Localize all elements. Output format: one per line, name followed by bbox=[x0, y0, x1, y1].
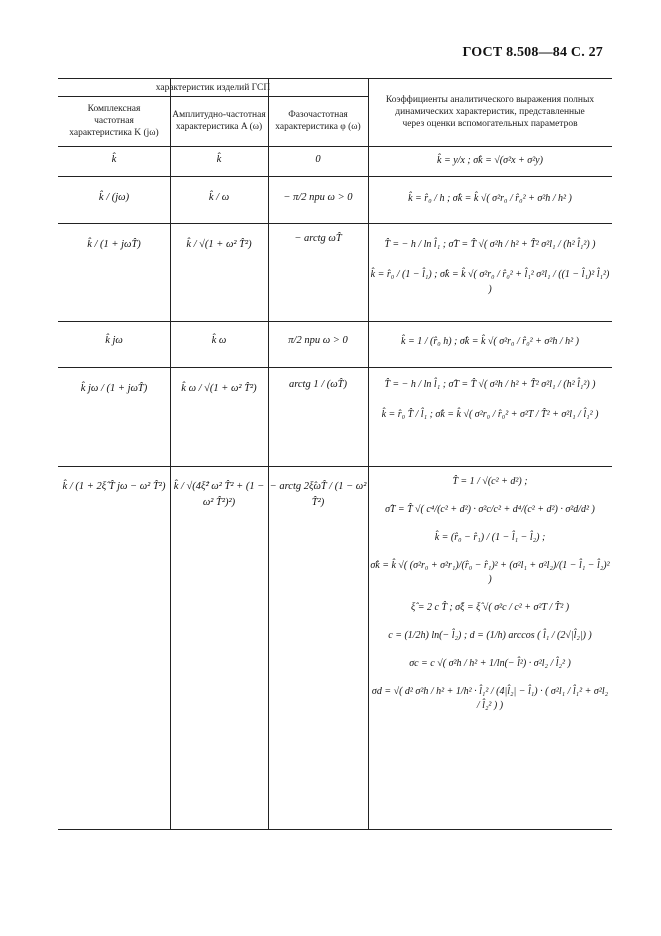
row2-complex: k̂ / (jω) bbox=[98, 192, 130, 203]
row3-phase: − arctg ωT̂ bbox=[294, 233, 342, 244]
row6-phase: − arctg 2ξ̂ωT̂ / (1 − ω² T̂²) bbox=[269, 481, 367, 508]
row-divider bbox=[58, 321, 612, 322]
col-header-amplitude: Амплитудно-частотная характеристика A (ω) bbox=[172, 110, 266, 132]
row1-complex: k̂ bbox=[111, 154, 117, 165]
group-header: характеристик изделий ГСП bbox=[155, 83, 271, 93]
characteristics-table bbox=[58, 78, 612, 830]
row6-amplitude: k̂ / √(4ξ̂² ω² T̂² + (1 − ω² T̂²)²) bbox=[173, 481, 265, 508]
row3-complex: k̂ / (1 + jωT̂) bbox=[87, 239, 141, 250]
col-divider-3 bbox=[368, 79, 369, 829]
header-bottom-rule bbox=[58, 146, 612, 147]
row2-phase: − π/2 при ω > 0 bbox=[283, 192, 353, 203]
row4-phase: π/2 при ω > 0 bbox=[288, 335, 348, 346]
row1-coefficients: k̂ = y/x ; σ̂k = √(σ²x + σ²y) bbox=[437, 155, 543, 166]
row4-coefficients: k̂ = 1 / (r̂₀ h) ; σ̂k = k̂ √( σ²r₀ / r̂₀² + σ²h / h² ) bbox=[401, 336, 579, 347]
row5-phase: arctg 1 / (ωT̂) bbox=[288, 379, 348, 390]
row1-phase: 0 bbox=[315, 154, 321, 165]
row-divider bbox=[58, 176, 612, 177]
row5-coefficients: T̂ = − h / ln l̂₁ ; σ̂T = T̂ √( σ²h / h² + T̂² σ²l₁ / (h² l̂₁²) ) k̂ = r̂₀ T̂ / l̂₁ ; σ̂k = k̂ √( σ²r₀ / r̂₀² + σ²T / T̂² + σ²l₁ / l̂₁² ) bbox=[381, 379, 599, 420]
col-header-complex: Комплексная частотная характеристика K (jω) bbox=[69, 104, 159, 138]
row4-complex: k̂ jω bbox=[105, 335, 123, 346]
col-header-coefficients: Коэффициенты аналитического выражения полных динамических характеристик, представленные через оценки вспомогательных параметров bbox=[385, 95, 595, 129]
page-header: ГОСТ 8.508—84 С. 27 bbox=[462, 45, 603, 60]
row-divider bbox=[58, 466, 612, 467]
row6-complex: k̂ / (1 + 2ξ̂ T̂ jω − ω² T̂²) bbox=[62, 481, 166, 492]
row6-coefficients: T̂ = 1 / √(c² + d²) ; σ̂T = T̂ √( c⁴/(c² + d²) · σ²c/c² + d⁴/(c² + d²) · σ²d/d² ) k̂ = (r̂₀ − r̂₁) / (1 − l̂₁ − l̂₂) ; σ̂k = k̂ √( (σ²r₀ + σ²r₁)/(r̂₀ − r̂₁)² + (σ²l₁ + σ²l₂)/(1 − l̂₁ − l̂₂)² ) ξ̂ = 2 c T̂ ; σ̂ξ = ξ̂ √( σ²c / c² + σ²T / T̂² ) c = (1/2h) ln(− l̂₂) ; d = (1/h) arccos ( l̂₁ / (2√|l̂₂|) ) σc = c √( σ²h / h² + 1/ln(− l̂²) · σ²l₂ / l̂₂² ) σd = √( d² σ²h / h² + 1/h² · l̂₁² / (4|l̂₂| − l̂₁) · ( σ²l₁ / l̂₁² + σ²l₂ / l̂₂² ) ) bbox=[370, 476, 610, 711]
row5-amplitude: k̂ ω / √(1 + ω² T̂²) bbox=[181, 383, 257, 394]
row-divider bbox=[58, 367, 612, 368]
row3-coefficients: T̂ = − h / ln l̂₁ ; σ̂T = T̂ √( σ²h / h² + T̂² σ²l₁ / (h² l̂₁²) ) k̂ = r̂₀ / (1 − l̂₁) ; σ̂k = k̂ √( σ²r₀ / r̂₀² + l̂₁² σ²l₁ / ((1 − l̂₁)² l̂₁²) ) bbox=[370, 239, 610, 295]
row5-complex: k̂ jω / (1 + jωT̂) bbox=[80, 383, 148, 394]
row3-amplitude: k̂ / √(1 + ω² T̂²) bbox=[186, 239, 252, 250]
row2-amplitude: k̂ / ω bbox=[208, 192, 230, 203]
row-divider bbox=[58, 223, 612, 224]
group-header-divider bbox=[58, 96, 368, 97]
col-header-phase: Фазочастотная характеристика φ (ω) bbox=[275, 110, 361, 132]
row4-amplitude: k̂ ω bbox=[211, 335, 227, 346]
row2-coefficients: k̂ = r̂₀ / h ; σ̂k = k̂ √( σ²r₀ / r̂₀² + σ²h / h² ) bbox=[408, 193, 572, 204]
row1-amplitude: k̂ bbox=[216, 154, 222, 165]
